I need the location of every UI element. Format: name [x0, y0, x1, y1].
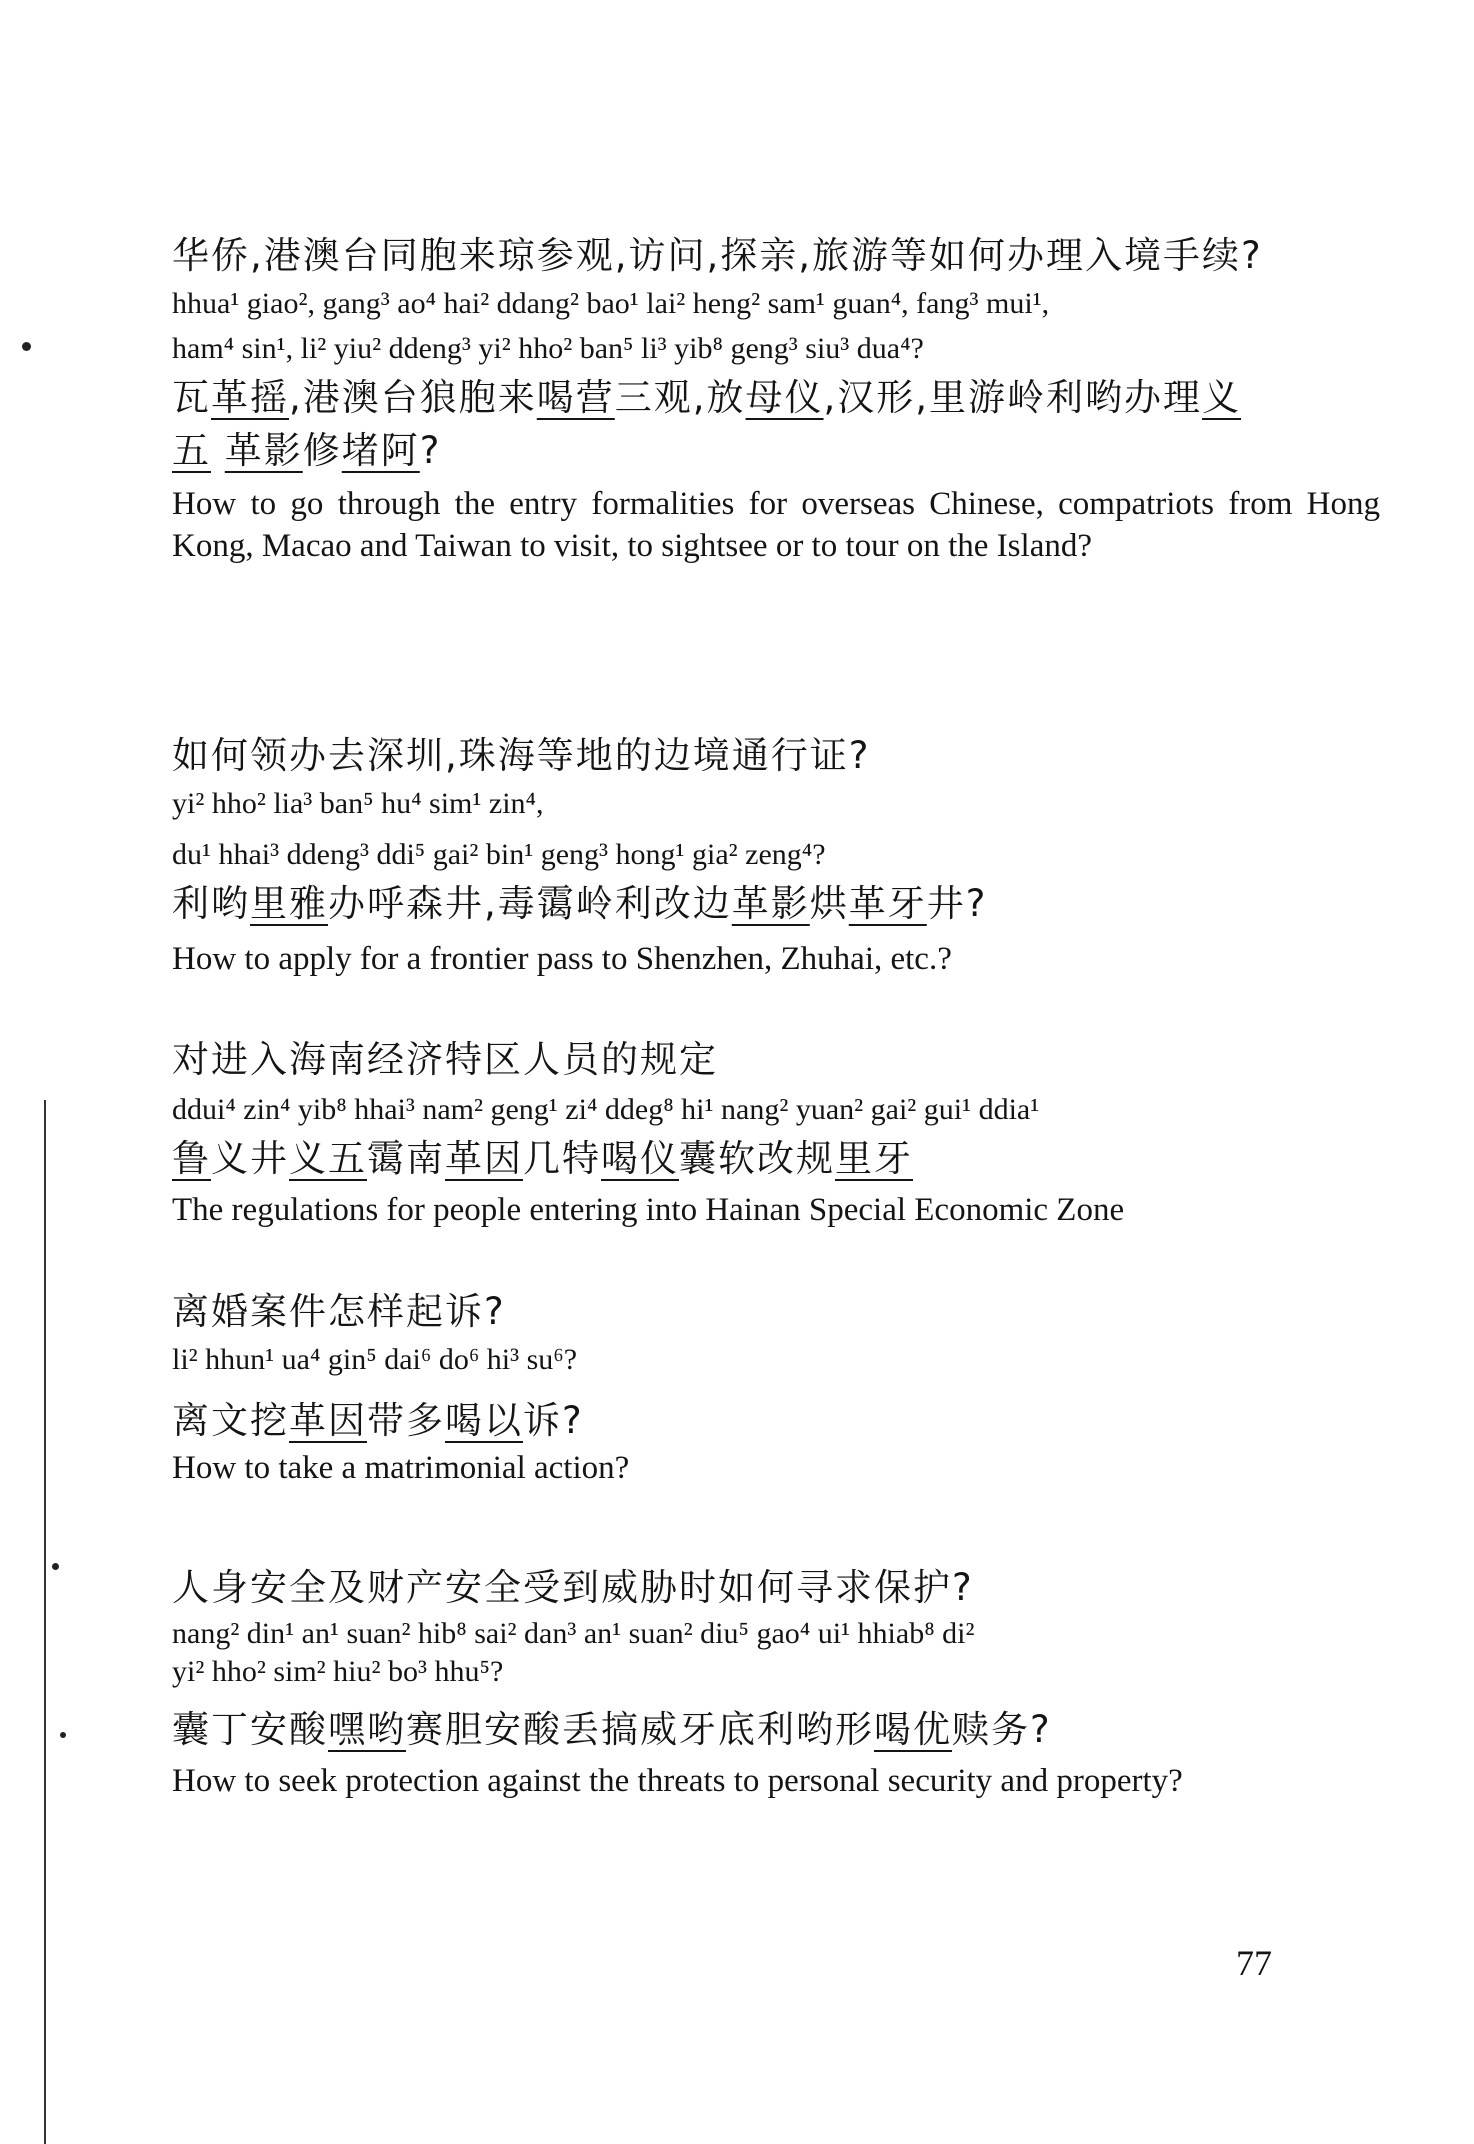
dialect-line: 五 革影修堵阿?: [172, 429, 442, 472]
dialect-line: 鲁义井义五霭南革因几特喝仪囊软改规里牙: [172, 1137, 913, 1180]
english-translation: How to apply for a frontier pass to Shenzhen, Zhuhai, etc.?: [172, 941, 952, 977]
dialect-line: 利哟里雅办呼森井,毒霭岭利改边革影烘革牙井?: [172, 882, 988, 925]
phrase-entry: [172, 1034, 1380, 1231]
romanization-line: nang² din¹ an¹ suan² hib⁸ sai² dan³ an¹ suan² diu⁵ gao⁴ ui¹ hhiab⁸ di²: [172, 1617, 975, 1650]
chinese-phrase: 人身安全及财产安全受到威胁时如何寻求保护?: [172, 1566, 974, 1609]
scan-speck: [60, 1732, 66, 1738]
english-translation: How to go through the entry formalities for overseas Chinese, compatriots from Hong Kong, Macao and Taiwan to visit, to sightsee or to tour on the Island?: [172, 486, 1380, 564]
phrase-entry: [172, 1286, 1380, 1489]
chinese-phrase: 如何领办去深圳,珠海等地的边境通行证?: [172, 734, 871, 777]
romanization-line: yi² hho² lia³ ban⁵ hu⁴ sim¹ zin⁴,: [172, 787, 544, 820]
romanization-line: hhua¹ giao², gang³ ao⁴ hai² ddang² bao¹ lai² heng² sam¹ guan⁴, fang³ mui¹,: [172, 287, 1050, 320]
scan-speck: [22, 342, 31, 351]
english-translation: How to seek protection against the threats to personal security and property?: [172, 1763, 1183, 1799]
english-translation: The regulations for people entering into Hainan Special Economic Zone: [172, 1192, 1125, 1228]
page-number: 77: [1236, 1943, 1272, 1983]
dialect-line: 瓦革摇,港澳台狼胞来喝营三观,放母仪,汉形,里游岭利哟办理义: [172, 376, 1242, 419]
dialect-line: 囊丁安酸嘿哟赛胆安酸丢搞威牙底利哟形喝优赎务?: [172, 1708, 1052, 1751]
scan-speck: [52, 1563, 59, 1570]
romanization-line: du¹ hhai³ ddeng³ ddi⁵ gai² bin¹ geng³ hong¹ gia² zeng⁴?: [172, 838, 826, 871]
romanization-line: ham⁴ sin¹, li² yiu² ddeng³ yi² hho² ban⁵ li³ yib⁸ geng³ siu³ dua⁴?: [172, 332, 924, 365]
phrase-entry: [172, 230, 1380, 567]
romanization-line: ddui⁴ zin⁴ yib⁸ hhai³ nam² geng¹ zi⁴ ddeg⁸ hi¹ nang² yuan² gai² gui¹ ddia¹: [172, 1093, 1040, 1126]
chinese-phrase: 对进入海南经济特区人员的规定: [172, 1038, 718, 1081]
chinese-phrase: 华侨,港澳台同胞来琼参观,访问,探亲,旅游等如何办理入境手续?: [172, 234, 1263, 277]
dialect-line: 离文挖革因带多喝以诉?: [172, 1399, 584, 1442]
english-translation: How to take a matrimonial action?: [172, 1450, 630, 1486]
romanization-line: li² hhun¹ ua⁴ gin⁵ dai⁶ do⁶ hi³ su⁶?: [172, 1343, 578, 1376]
phrase-entry: [172, 730, 1380, 980]
romanization-line: yi² hho² sim² hiu² bo³ hhu⁵?: [172, 1655, 504, 1688]
chinese-phrase: 离婚案件怎样起诉?: [172, 1290, 506, 1333]
page-edge-line: [44, 1100, 46, 2144]
phrase-entry: [172, 1562, 1380, 1802]
